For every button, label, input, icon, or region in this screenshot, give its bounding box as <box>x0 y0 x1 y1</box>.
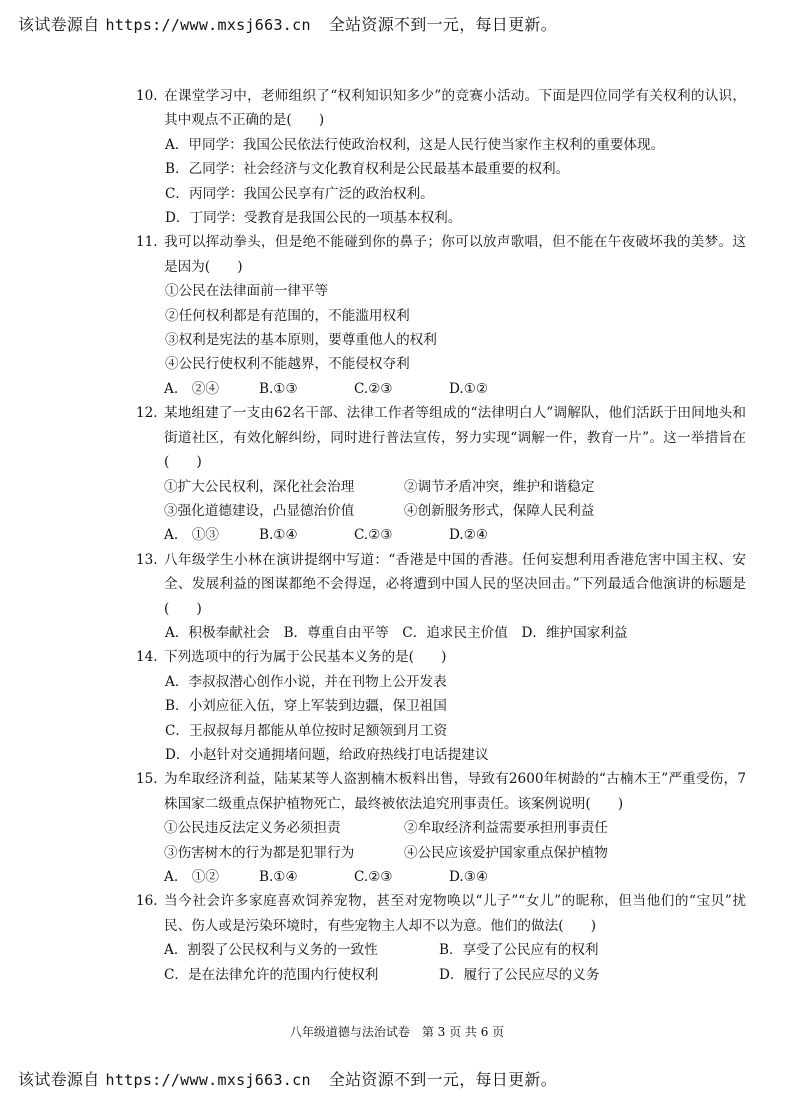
statement-4: ④创新服务形式，保障人民利益 <box>404 502 595 519</box>
choice-b: B.①④ <box>259 869 298 885</box>
option-d: D．履行了公民应尽的义务 <box>439 966 600 983</box>
question-stem: 当今社会许多家庭喜欢饲养宠物，甚至对宠物唤以“儿子”“女儿”的昵称，但当他们的“宝贝”扰民、伤人或是污染环境时，有些宠物主人却不以为意。他们的做法( ) <box>164 893 746 934</box>
choice-d: D.②④ <box>449 527 489 544</box>
statement-row <box>164 841 746 865</box>
question-number: 14. <box>136 649 158 666</box>
question-number: 16. <box>136 893 158 910</box>
banner-url[interactable]: https://www.mxsj663.cn <box>105 1071 311 1089</box>
option-b: B．乙同学：社会经济与文化教育权利是公民最基本最重要的权利。 <box>165 161 570 178</box>
statement-3: ③伤害树木的行为都是犯罪行为 <box>164 844 355 861</box>
choice-c: C.②③ <box>354 527 393 544</box>
choice-d: D.①② <box>449 380 489 397</box>
statement-4: ④公民应该爱护国家重点保护植物 <box>404 844 608 861</box>
choice-c: C.②③ <box>354 869 393 885</box>
bottom-banner <box>18 1067 557 1090</box>
question-13 <box>136 548 746 646</box>
question-number: 13. <box>136 551 158 568</box>
statement-row <box>164 816 746 840</box>
option-c: C．是在法律允许的范围内行使权利 <box>164 966 379 983</box>
question-16 <box>136 889 746 987</box>
banner-url[interactable]: https://www.mxsj663.cn <box>105 16 311 34</box>
banner-prefix: 该试卷源自 <box>18 15 100 34</box>
question-stem: 为牟取经济利益，陆某某等人盗割楠木板料出售，导致有2600年树龄的“古楠木王”严重受伤，7株国家二级重点保护植物死亡，最终被依法追究刑事责任。该案例说明( ) <box>164 771 746 812</box>
option-a: A．割裂了公民权利与义务的一致性 <box>164 942 378 959</box>
option-row <box>164 963 746 987</box>
option-c: C．王叔叔每月都能从单位按时足额领到月工资 <box>165 722 448 739</box>
question-stem: 我可以挥动拳头，但是绝不能碰到你的鼻子；你可以放声歌唱，但不能在午夜破坏我的美梦。这是因为( ) <box>164 234 746 275</box>
question-stem: 八年级学生小林在演讲提纲中写道：“香港是中国的香港。任何妄想利用香港危害中国主权、安全、发展利益的图谋都绝不会得逞，必将遭到中国人民的坚决回击。”下列最适合他演讲的标题是( ) <box>164 551 746 617</box>
statement-row <box>164 475 746 499</box>
option-b: B．小刘应征入伍，穿上军装到边疆，保卫祖国 <box>165 698 447 715</box>
option-c: C．丙同学：我国公民享有广泛的政治权利。 <box>165 185 434 202</box>
statement-3: ③权利是宪法的基本原则，要尊重他人的权利 <box>165 332 437 349</box>
question-15 <box>136 767 746 889</box>
statement-2: ②调节矛盾冲突，维护和谐稳定 <box>404 478 595 495</box>
choice-b: B.①④ <box>259 527 298 544</box>
choice-b: B.①③ <box>259 380 298 397</box>
statement-1: ①公民违反法定义务必须担责 <box>164 820 341 837</box>
option-a: A．甲同学：我国公民依法行使政治权利，这是人民行使当家作主权利的重要体现。 <box>165 136 665 153</box>
choice-a: A. ①③ <box>164 527 219 544</box>
question-stem: 某地组建了一支由62名干部、法律工作者等组成的“法律明白人”调解队，他们活跃于田间地头和街道社区，有效化解纠纷，同时进行普法宣传，努力实现“调解一件，教育一片”。这一举措旨在( ) <box>164 405 746 471</box>
question-14 <box>136 645 746 767</box>
option-a: A．李叔叔潜心创作小说，并在刊物上公开发表 <box>165 673 447 690</box>
question-12 <box>136 401 746 547</box>
question-number: 10. <box>136 88 158 104</box>
question-11 <box>136 230 746 401</box>
option-b: B．享受了公民应有的权利 <box>439 942 599 959</box>
options-inline: A．积极奉献社会 B．尊重自由平等 C．追求民主价值 D．维护国家利益 <box>165 624 628 641</box>
option-d: D．丁同学：受教育是我国公民的一项基本权利。 <box>165 210 462 227</box>
choice-d: D.③④ <box>449 869 489 885</box>
page-footer: 八年级道德与法治试卷 第 3 页 共 6 页 <box>289 1025 505 1039</box>
top-banner <box>18 12 557 35</box>
question-number: 12. <box>136 405 158 422</box>
option-d: D．小赵针对交通拥堵问题，给政府热线打电话提建议 <box>165 746 489 763</box>
statement-2: ②牟取经济利益需要承担刑事责任 <box>404 820 608 837</box>
banner-suffix: 全站资源不到一元，每日更新。 <box>328 1070 557 1089</box>
statement-2: ②任何权利都是有范围的，不能滥用权利 <box>165 307 410 324</box>
statement-1: ①扩大公民权利，深化社会治理 <box>164 478 355 495</box>
question-number: 11. <box>136 234 158 251</box>
choice-row <box>164 377 746 401</box>
choice-row <box>164 523 746 547</box>
question-stem: 在课堂学习中，老师组织了“权利知识知多少”的竞赛小活动。下面是四位同学有关权利的认识，其中观点不正确的是( ) <box>164 88 746 129</box>
question-number: 15. <box>136 771 158 788</box>
choice-row <box>164 865 746 889</box>
exam-content <box>136 84 746 987</box>
question-10 <box>136 84 746 230</box>
choice-c: C.②③ <box>354 380 393 397</box>
statement-1: ①公民在法律面前一律平等 <box>165 283 329 300</box>
option-row <box>164 938 746 962</box>
statement-4: ④公民行使权利不能越界，不能侵权夺利 <box>165 356 410 373</box>
statement-3: ③强化道德建设，凸显德治价值 <box>164 502 355 519</box>
banner-suffix: 全站资源不到一元，每日更新。 <box>328 15 557 34</box>
banner-prefix: 该试卷源自 <box>18 1070 100 1089</box>
choice-a: A. ①② <box>164 869 219 885</box>
statement-row <box>164 499 746 523</box>
question-stem: 下列选项中的行为属于公民基本义务的是( ) <box>164 649 447 666</box>
choice-a: A. ②④ <box>164 380 219 397</box>
